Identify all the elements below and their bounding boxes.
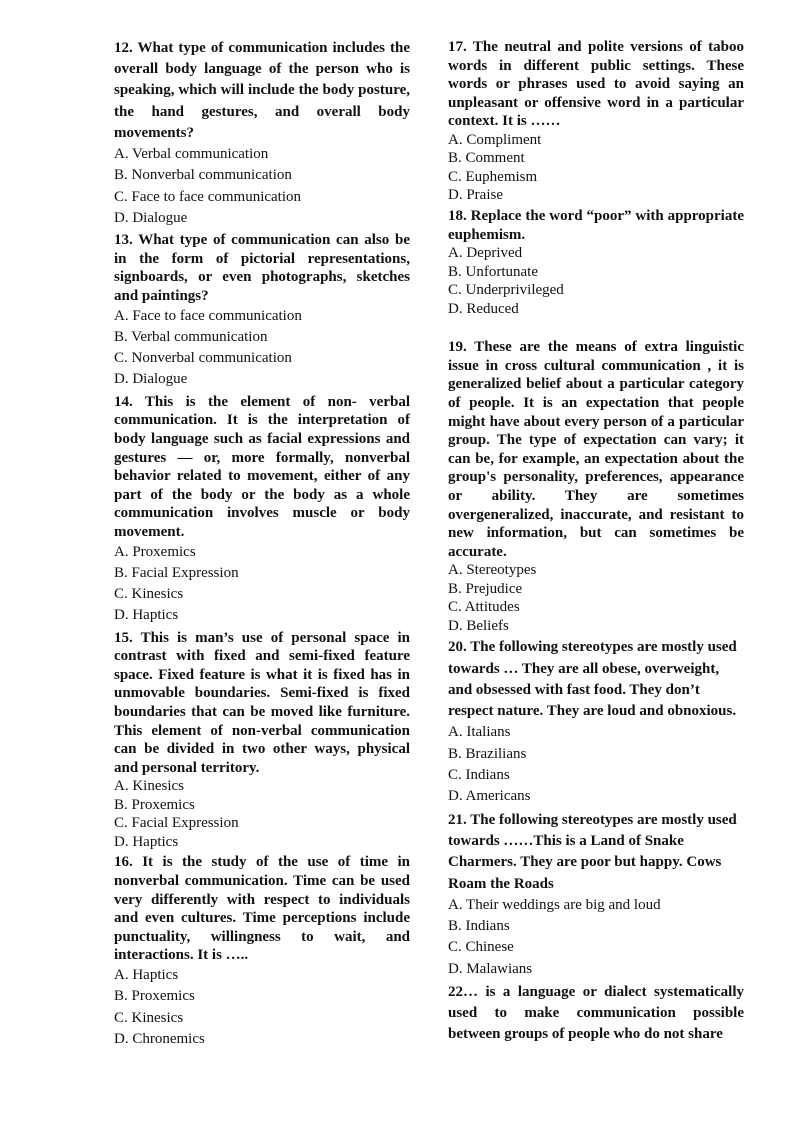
option-d: D. Beliefs [448, 617, 509, 634]
option-d: D. Reduced [448, 300, 519, 317]
option-b: B. Verbal communication [114, 328, 268, 345]
option-d: D. Malawians [448, 960, 533, 977]
question-text: 13. What type of communication can also be in the form of pictorial representations, signboards, or even photographs, sketches and paintings? [114, 232, 410, 304]
option-b: B. Facial Expression [114, 564, 239, 581]
options-list [114, 965, 410, 1050]
option-c: C. Chinese [448, 939, 514, 956]
options-list [114, 144, 410, 229]
question-15 [114, 629, 410, 852]
option-b: B. Comment [448, 150, 525, 167]
option-b: B. Brazilians [448, 745, 527, 762]
question-text: 16. It is the study of the use of time in nonverbal communication. Time can be used very differently with respect to individuals and even cultures. Time perceptions include punctuality, willingness to wait, and interactions. It is ….. [114, 854, 410, 964]
option-d: D. Dialogue [114, 209, 188, 226]
question-12 [114, 38, 410, 229]
option-a: A. Haptics [114, 967, 179, 984]
option-d: D. Dialogue [114, 371, 188, 388]
option-c: C. Euphemism [448, 168, 538, 185]
question-22 [448, 982, 744, 1046]
question-text: 17. The neutral and polite versions of taboo words in different public settings. These words or phrases used to avoid saying an unpleasant or offensive word in a particular context. It is …… [448, 39, 744, 130]
question-text: 12. What type of communication includes the overall body language of the person who is speaking, which will include the body posture, the hand gestures, and overall body movements? [114, 40, 410, 141]
question-13 [114, 231, 410, 391]
option-a: A. Proxemics [114, 543, 196, 560]
option-a: A. Deprived [448, 245, 523, 262]
spacer [448, 320, 744, 338]
option-a: A. Face to face communication [114, 307, 302, 324]
option-d: D. Haptics [114, 607, 179, 624]
question-17 [448, 38, 744, 205]
option-c: C. Kinesics [114, 586, 184, 603]
option-c: C. Attitudes [448, 599, 520, 616]
option-c: C. Kinesics [114, 1009, 184, 1026]
option-d: D. Americans [448, 788, 531, 805]
options-list [448, 131, 744, 205]
question-text: 14. This is the element of non- verbal communication. It is the interpretation of body language such as facial expressions and gestures — or, more formally, nonverbal behavior related to movement, either of any part of the body or the body as a whole communication involves muscle or body movement. [114, 393, 410, 540]
left-column [114, 38, 410, 1052]
question-19 [448, 338, 744, 635]
option-b: B. Nonverbal communication [114, 167, 292, 184]
options-list [448, 722, 744, 807]
right-column [448, 38, 744, 1046]
question-text: 19. These are the means of extra linguistic issue in cross cultural communication , it is generalized belief about a particular category of people. It is an expectation that people might have about every person of a particular group. The type of expectation can vary; it can be, for example, an expectation about the group's personality, preferences, appearance or ability. They are sometimes overgeneralized, inaccurate, and resistant to new information, but can sometimes be accurate. [448, 339, 744, 560]
question-14 [114, 393, 410, 627]
options-list [448, 561, 744, 635]
question-18 [448, 207, 744, 318]
question-text: 20. The following stereotypes are mostly used towards … They are all obese, overweight, and obsessed with fast food. They don’t respect nature. They are loud and obnoxious. [448, 639, 737, 720]
option-c: C. Facial Expression [114, 815, 239, 832]
option-a: A. Verbal communication [114, 146, 269, 163]
option-b: B. Unfortunate [448, 263, 538, 280]
option-a: A. Italians [448, 724, 511, 741]
question-20 [448, 637, 744, 807]
options-list [114, 306, 410, 391]
option-a: A. Their weddings are big and loud [448, 896, 661, 913]
option-b: B. Proxemics [114, 988, 195, 1005]
options-list [114, 542, 410, 627]
question-text: 15. This is man’s use of personal space in contrast with fixed and semi-fixed feature space. Fixed feature is what it is fixed has in unmovable boundaries. Semi-fixed is fixed boundaries that can be moved like furniture. This element of non-verbal communication can be divided in two other ways, physical and personal territory. [114, 629, 410, 776]
option-b: B. Prejudice [448, 580, 523, 597]
option-d: D. Chronemics [114, 1030, 205, 1047]
option-c: C. Underprivileged [448, 282, 564, 299]
option-a: A. Kinesics [114, 778, 184, 795]
option-c: C. Indians [448, 767, 510, 784]
options-list [448, 244, 744, 318]
question-21 [448, 810, 744, 980]
option-a: A. Compliment [448, 131, 542, 148]
options-list [448, 895, 744, 980]
option-a: A. Stereotypes [448, 562, 537, 579]
question-text: 21. The following stereotypes are mostly used towards ……This is a Land of Snake Charmers. They are poor but happy. Cows Roam the Roads [448, 811, 737, 892]
question-16 [114, 853, 410, 1050]
option-c: C. Face to face communication [114, 188, 302, 205]
option-c: C. Nonverbal communication [114, 350, 292, 367]
option-b: B. Proxemics [114, 796, 195, 813]
option-b: B. Indians [448, 918, 510, 935]
option-d: D. Haptics [114, 833, 179, 850]
options-list [114, 777, 410, 851]
option-d: D. Praise [448, 187, 503, 204]
question-text: 18. Replace the word “poor” with appropriate euphemism. [448, 207, 744, 243]
question-text: 22… is a language or dialect systematically used to make communication possible between groups of people who do not share [448, 984, 744, 1043]
